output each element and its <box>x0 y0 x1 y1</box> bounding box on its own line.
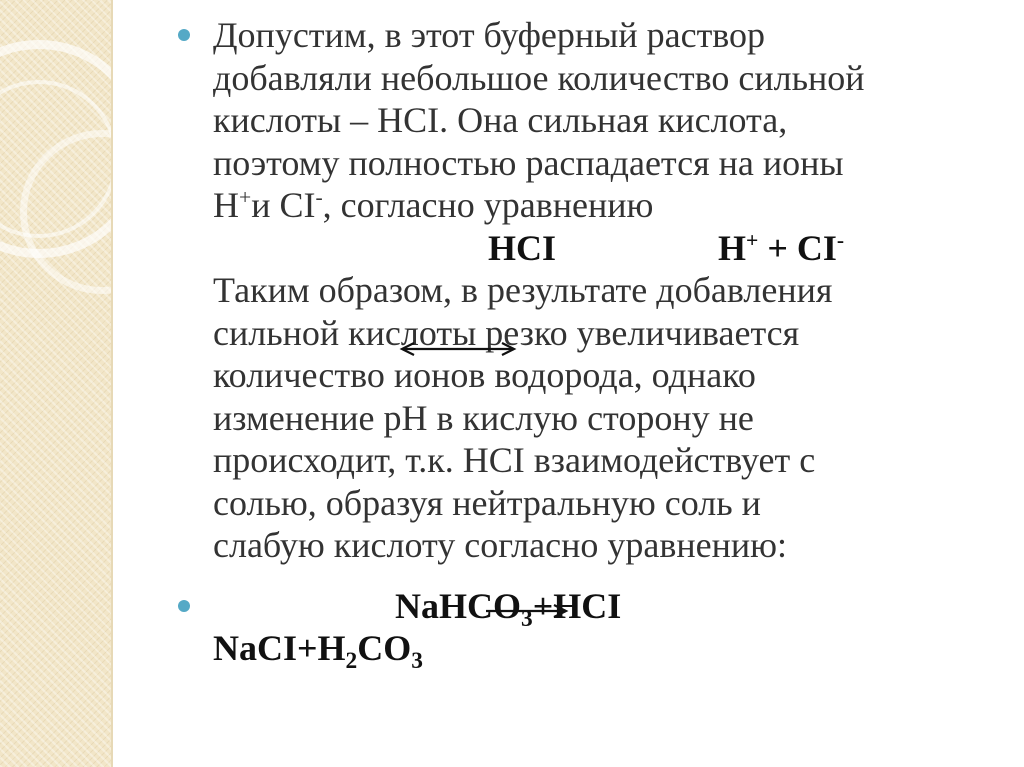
subscript: 3 <box>521 605 533 632</box>
subscript: 2 <box>345 648 358 675</box>
charge-plus: + <box>239 185 252 209</box>
paragraph-text: кислоты – НСI. Она сильная кислота, <box>213 100 788 140</box>
reversible-arrow-icon <box>398 340 518 360</box>
text-line <box>213 99 993 142</box>
charge-plus: + <box>746 227 759 252</box>
bullet-icon <box>178 600 190 612</box>
text-line <box>213 57 993 100</box>
text-line <box>213 482 993 525</box>
text-line <box>213 354 993 397</box>
paragraph-text: , согласно уравнению <box>322 185 654 225</box>
text-line <box>213 439 993 482</box>
text-line <box>213 142 993 185</box>
reaction-arrow-icon <box>486 602 570 620</box>
formula-part: NaHCO <box>395 585 521 626</box>
paragraph-text: сильной кислоты резко увеличивается <box>213 312 800 353</box>
band-divider <box>111 0 113 767</box>
paragraph-text: солью, образуя нейтральную соль и <box>213 482 761 523</box>
charge-minus: - <box>836 227 845 252</box>
bullet-icon <box>178 29 190 41</box>
text-line <box>213 397 993 440</box>
equation-2-products <box>213 628 423 675</box>
ion-cl: и CI <box>251 185 316 225</box>
equation-reactant: HCI <box>488 227 557 268</box>
paragraph-text: изменение рН в кислую сторону не <box>213 397 754 438</box>
paragraph-text: поэтому полностью распадается на ионы <box>213 142 844 183</box>
product-cl: + CI <box>758 227 837 268</box>
charge-minus: - <box>315 185 323 209</box>
formula-part: CO <box>357 628 412 668</box>
equation-2-top <box>213 585 993 632</box>
paragraph-text: Допустим, в этот буферный раствор <box>213 15 766 55</box>
paragraph-text: Таким образом, в результате добавления <box>213 270 833 310</box>
text-line <box>213 14 993 57</box>
paragraph-text: происходит, т.к. НСI взаимодействует с <box>213 440 816 480</box>
paragraph-text: количество ионов водорода, однако <box>213 355 756 395</box>
equation-1 <box>213 227 993 270</box>
slide-content <box>213 14 993 675</box>
ion-h: H <box>213 185 239 225</box>
text-line <box>213 312 993 355</box>
text-line <box>213 184 993 227</box>
paragraph-text: слабую кислоту согласно уравнению: <box>213 525 787 565</box>
paragraph-text: добавляли небольшое количество сильной <box>213 57 865 98</box>
equation-2-bottom <box>213 627 993 675</box>
text-line <box>213 524 993 567</box>
equation-products <box>718 227 844 270</box>
formula-part: NaCI+H <box>213 628 346 668</box>
formula-part: +HCI <box>532 585 622 626</box>
subscript: 3 <box>411 648 423 675</box>
text-line <box>213 269 993 312</box>
decorative-side-band <box>0 0 112 767</box>
product-h: H <box>718 227 747 268</box>
